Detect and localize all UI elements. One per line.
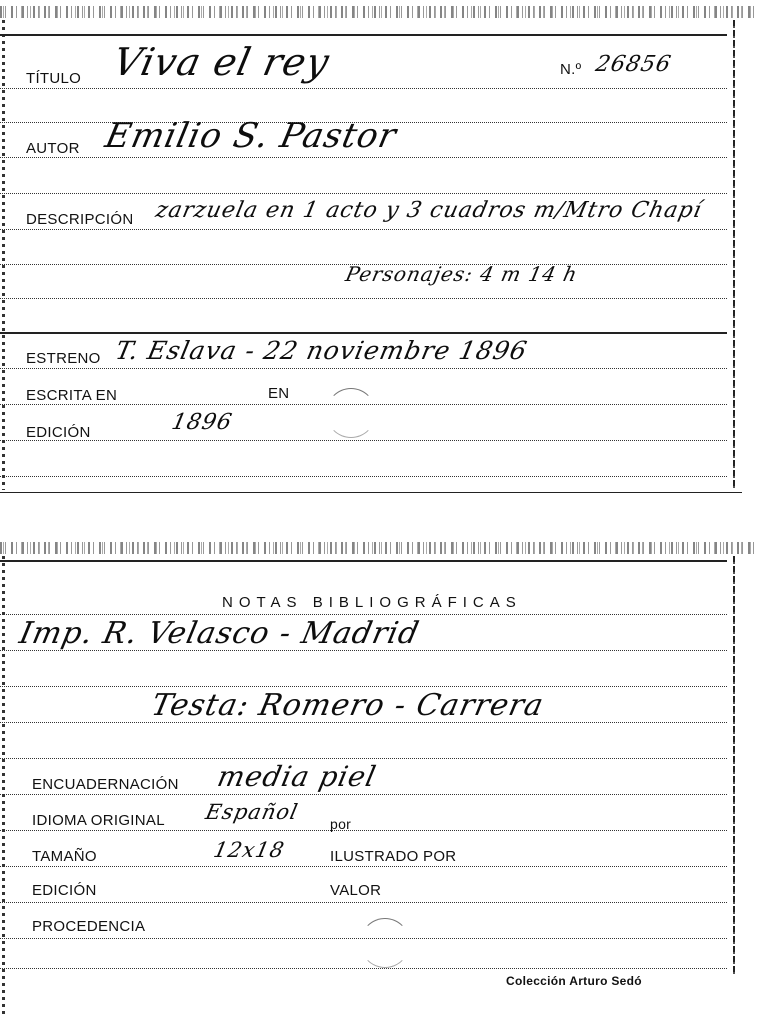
torn-edge — [0, 6, 759, 18]
card-left-edge — [2, 20, 5, 490]
en-label: EN — [268, 385, 290, 402]
idioma-handwriting: Español — [203, 800, 301, 824]
ruled-line — [0, 298, 727, 299]
catalog-card-back — [0, 538, 759, 1028]
ilustrado-por-label: ILUSTRADO POR — [330, 848, 457, 865]
estreno-handwriting: T. Eslava - 22 noviembre 1896 — [112, 336, 531, 365]
imprenta-handwriting: Imp. R. Velasco - Madrid — [16, 616, 423, 651]
ruled-line — [0, 332, 727, 334]
edicion-label: EDICIÓN — [32, 882, 97, 899]
ruled-line — [0, 968, 727, 969]
tamano-label: TAMAÑO — [32, 848, 97, 865]
idioma-original-label: IDIOMA ORIGINAL — [32, 812, 165, 829]
torn-edge — [0, 542, 759, 554]
escrita-en-label: ESCRITA EN — [26, 387, 118, 404]
ruled-line — [0, 758, 727, 759]
ruled-line — [0, 88, 727, 89]
ruled-line — [0, 368, 727, 369]
card-right-edge — [733, 556, 735, 976]
ruled-line — [0, 866, 727, 867]
ruled-line — [0, 794, 727, 795]
ruled-line — [0, 229, 727, 230]
ruled-line — [0, 476, 727, 477]
ruled-line — [0, 830, 727, 831]
ruled-line — [0, 440, 727, 441]
personajes-handwriting: Personajes: 4 m 14 h — [343, 262, 581, 286]
card-right-edge — [733, 20, 735, 490]
numero-label: N.º — [560, 61, 582, 78]
encuadernacion-label: ENCUADERNACIÓN — [32, 776, 179, 793]
ruled-line — [0, 157, 727, 158]
catalog-card-front — [0, 0, 759, 495]
punch-hole — [326, 388, 376, 438]
edicion-handwriting: 1896 — [169, 410, 235, 435]
autor-handwriting: Emilio S. Pastor — [101, 116, 401, 156]
encuadernacion-handwriting: media piel — [214, 760, 380, 793]
ruled-line — [0, 193, 727, 194]
card-left-edge — [2, 556, 5, 1016]
ruled-line — [0, 614, 727, 615]
valor-label: VALOR — [330, 882, 382, 899]
procedencia-label: PROCEDENCIA — [32, 918, 146, 935]
descripcion-handwriting: zarzuela en 1 acto y 3 cuadros m/Mtro Chapí — [153, 198, 705, 223]
titulo-handwriting: Viva el rey — [109, 40, 334, 84]
autor-label: AUTOR — [26, 140, 80, 157]
ruled-line — [0, 686, 727, 687]
punch-hole — [360, 918, 410, 968]
notas-bibliograficas-heading: NOTAS BIBLIOGRÁFICAS — [222, 594, 522, 611]
card-bottom-edge — [0, 492, 742, 493]
notas-extra-handwriting: Testa: Romero - Carrera — [148, 688, 548, 723]
edicion-label: EDICIÓN — [26, 424, 91, 441]
titulo-label: TÍTULO — [26, 70, 82, 87]
numero-handwriting: 26856 — [593, 52, 674, 77]
tamano-handwriting: 12x18 — [211, 838, 287, 862]
descripcion-label: DESCRIPCIÓN — [26, 211, 134, 228]
ruled-line — [0, 560, 727, 562]
coleccion-stamp: Colección Arturo Sedó — [506, 974, 642, 988]
estreno-label: ESTRENO — [26, 350, 101, 367]
por-label: por — [330, 816, 352, 832]
ruled-line — [0, 34, 727, 36]
ruled-line — [0, 902, 727, 903]
